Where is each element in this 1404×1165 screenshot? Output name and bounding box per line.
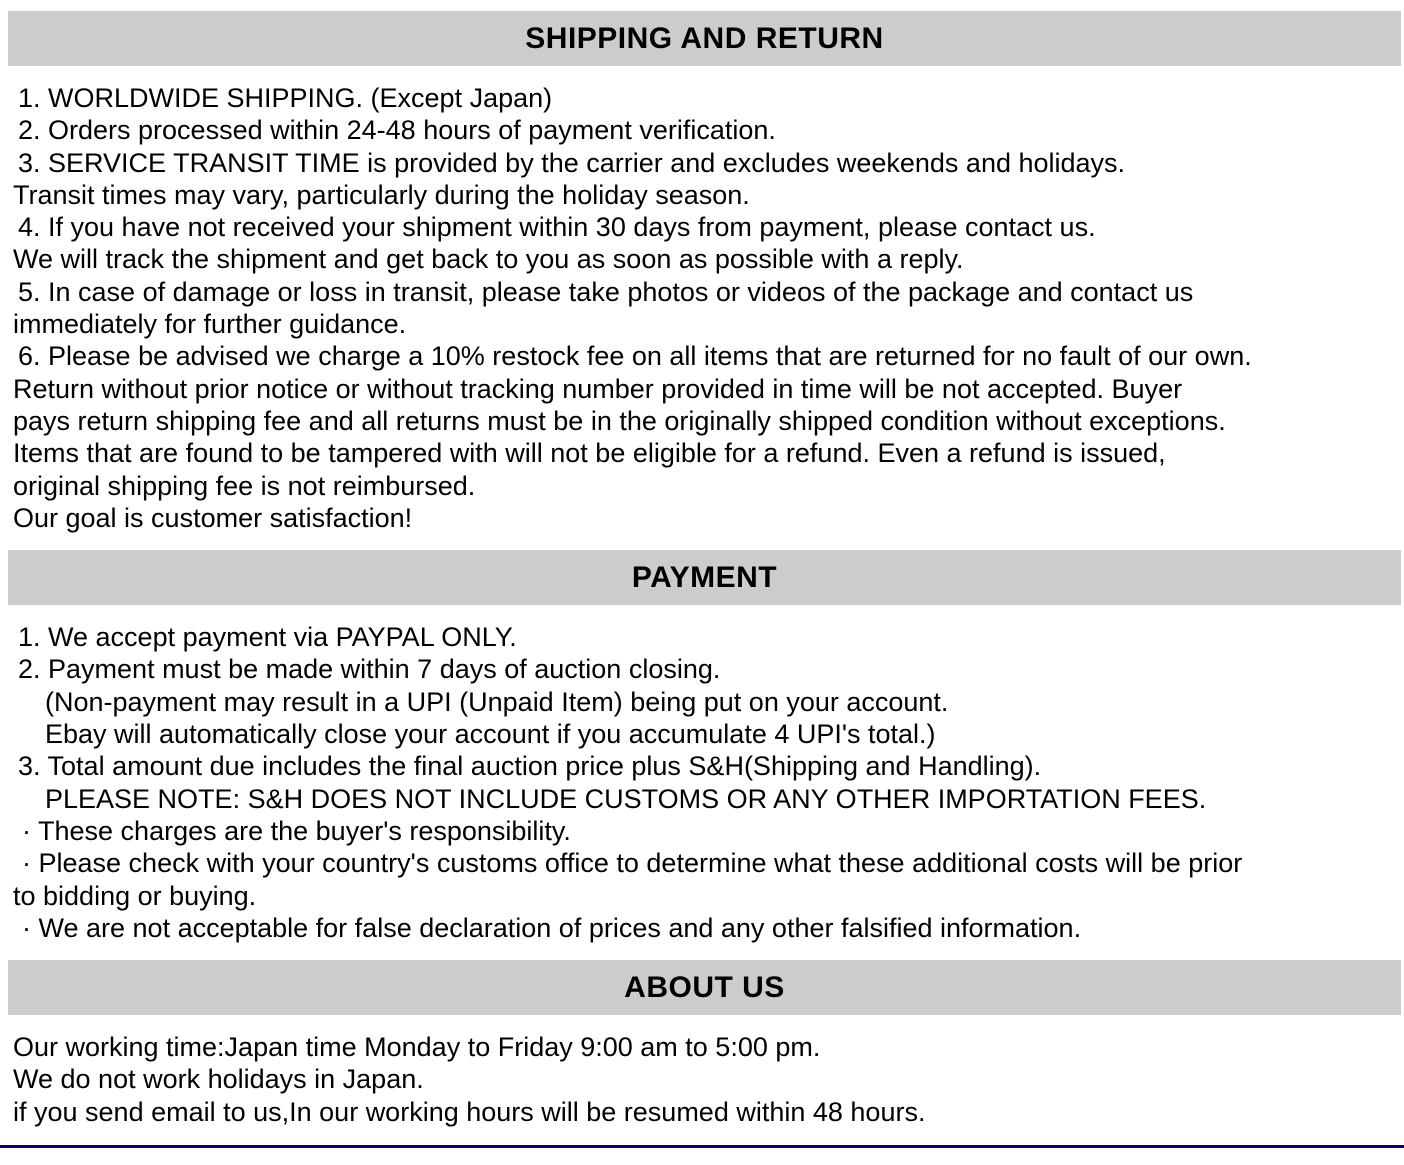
text-line: 1. WORLDWIDE SHIPPING. (Except Japan) (18, 83, 553, 113)
section-body-payment (0, 621, 1404, 944)
text-line: 1. We accept payment via PAYPAL ONLY. (18, 622, 517, 653)
text-line: Our working time:Japan time Monday to Friday 9:00 am to 5:00 pm. (13, 1032, 821, 1063)
text-line: Return without prior notice or without tracking number provided in time will be not accepted. Buyer (13, 373, 1183, 404)
text-line: if you send email to us,In our working hours will be resumed within 48 hours. (13, 1096, 926, 1127)
section-body-shipping-and-return (0, 82, 1404, 534)
section-title: SHIPPING AND RETURN (525, 21, 884, 55)
section-header-payment (8, 550, 1401, 605)
text-line: 4. If you have not received your shipment within 30 days from payment, please contact us. (18, 212, 1096, 243)
section-header-shipping-and-return (8, 11, 1401, 66)
section-body-about-us (0, 1031, 1404, 1128)
text-line: · We are not acceptable for false declaration of prices and any other falsified information. (22, 912, 1082, 943)
text-line: 3. SERVICE TRANSIT TIME is provided by the carrier and excludes weekends and holidays. (18, 147, 1126, 178)
text-line: 2. Orders processed within 24-48 hours of payment verification. (18, 115, 776, 146)
text-line: original shipping fee is not reimbursed. (13, 470, 476, 501)
text-line: We do not work holidays in Japan. (13, 1064, 424, 1095)
text-line: PLEASE NOTE: S&H DOES NOT INCLUDE CUSTOMS OR ANY OTHER IMPORTATION FEES. (45, 783, 1207, 814)
text-line: Our goal is customer satisfaction! (13, 502, 413, 533)
section-about-us (0, 960, 1404, 1128)
bottom-divider (0, 1145, 1404, 1148)
section-header-about-us (8, 960, 1401, 1015)
text-line: to bidding or buying. (13, 880, 257, 911)
text-line: 2. Payment must be made within 7 days of auction closing. (18, 654, 721, 685)
text-line: 3. Total amount due includes the final auction price plus S&H(Shipping and Handling). (18, 751, 1042, 782)
section-shipping-and-return (0, 11, 1404, 534)
text-line: (Non-payment may result in a UPI (Unpaid Item) being put on your account. (45, 686, 949, 717)
section-title: ABOUT US (624, 970, 785, 1004)
section-title: PAYMENT (631, 560, 778, 594)
text-line: 5. In case of damage or loss in transit, please take photos or videos of the package and contact us (18, 276, 1194, 307)
text-line: · These charges are the buyer's responsibility. (22, 815, 571, 846)
section-payment (0, 550, 1404, 944)
text-line: Items that are found to be tampered with will not be eligible for a refund. Even a refund is issued, (13, 438, 1166, 469)
text-line: · Please check with your country's customs office to determine what these additional costs will be prior (22, 848, 1243, 879)
text-line: pays return shipping fee and all returns must be in the originally shipped condition without exceptions. (13, 405, 1226, 436)
text-line: Transit times may vary, particularly during the holiday season. (13, 179, 750, 210)
text-line: Ebay will automatically close your account if you accumulate 4 UPI's total.) (45, 719, 936, 750)
text-line: 6. Please be advised we charge a 10% restock fee on all items that are returned for no fault of our own. (18, 341, 1252, 372)
text-line: We will track the shipment and get back to you as soon as possible with a reply. (13, 244, 964, 275)
listing-description-page (0, 11, 1404, 1165)
text-line: immediately for further guidance. (13, 309, 407, 340)
